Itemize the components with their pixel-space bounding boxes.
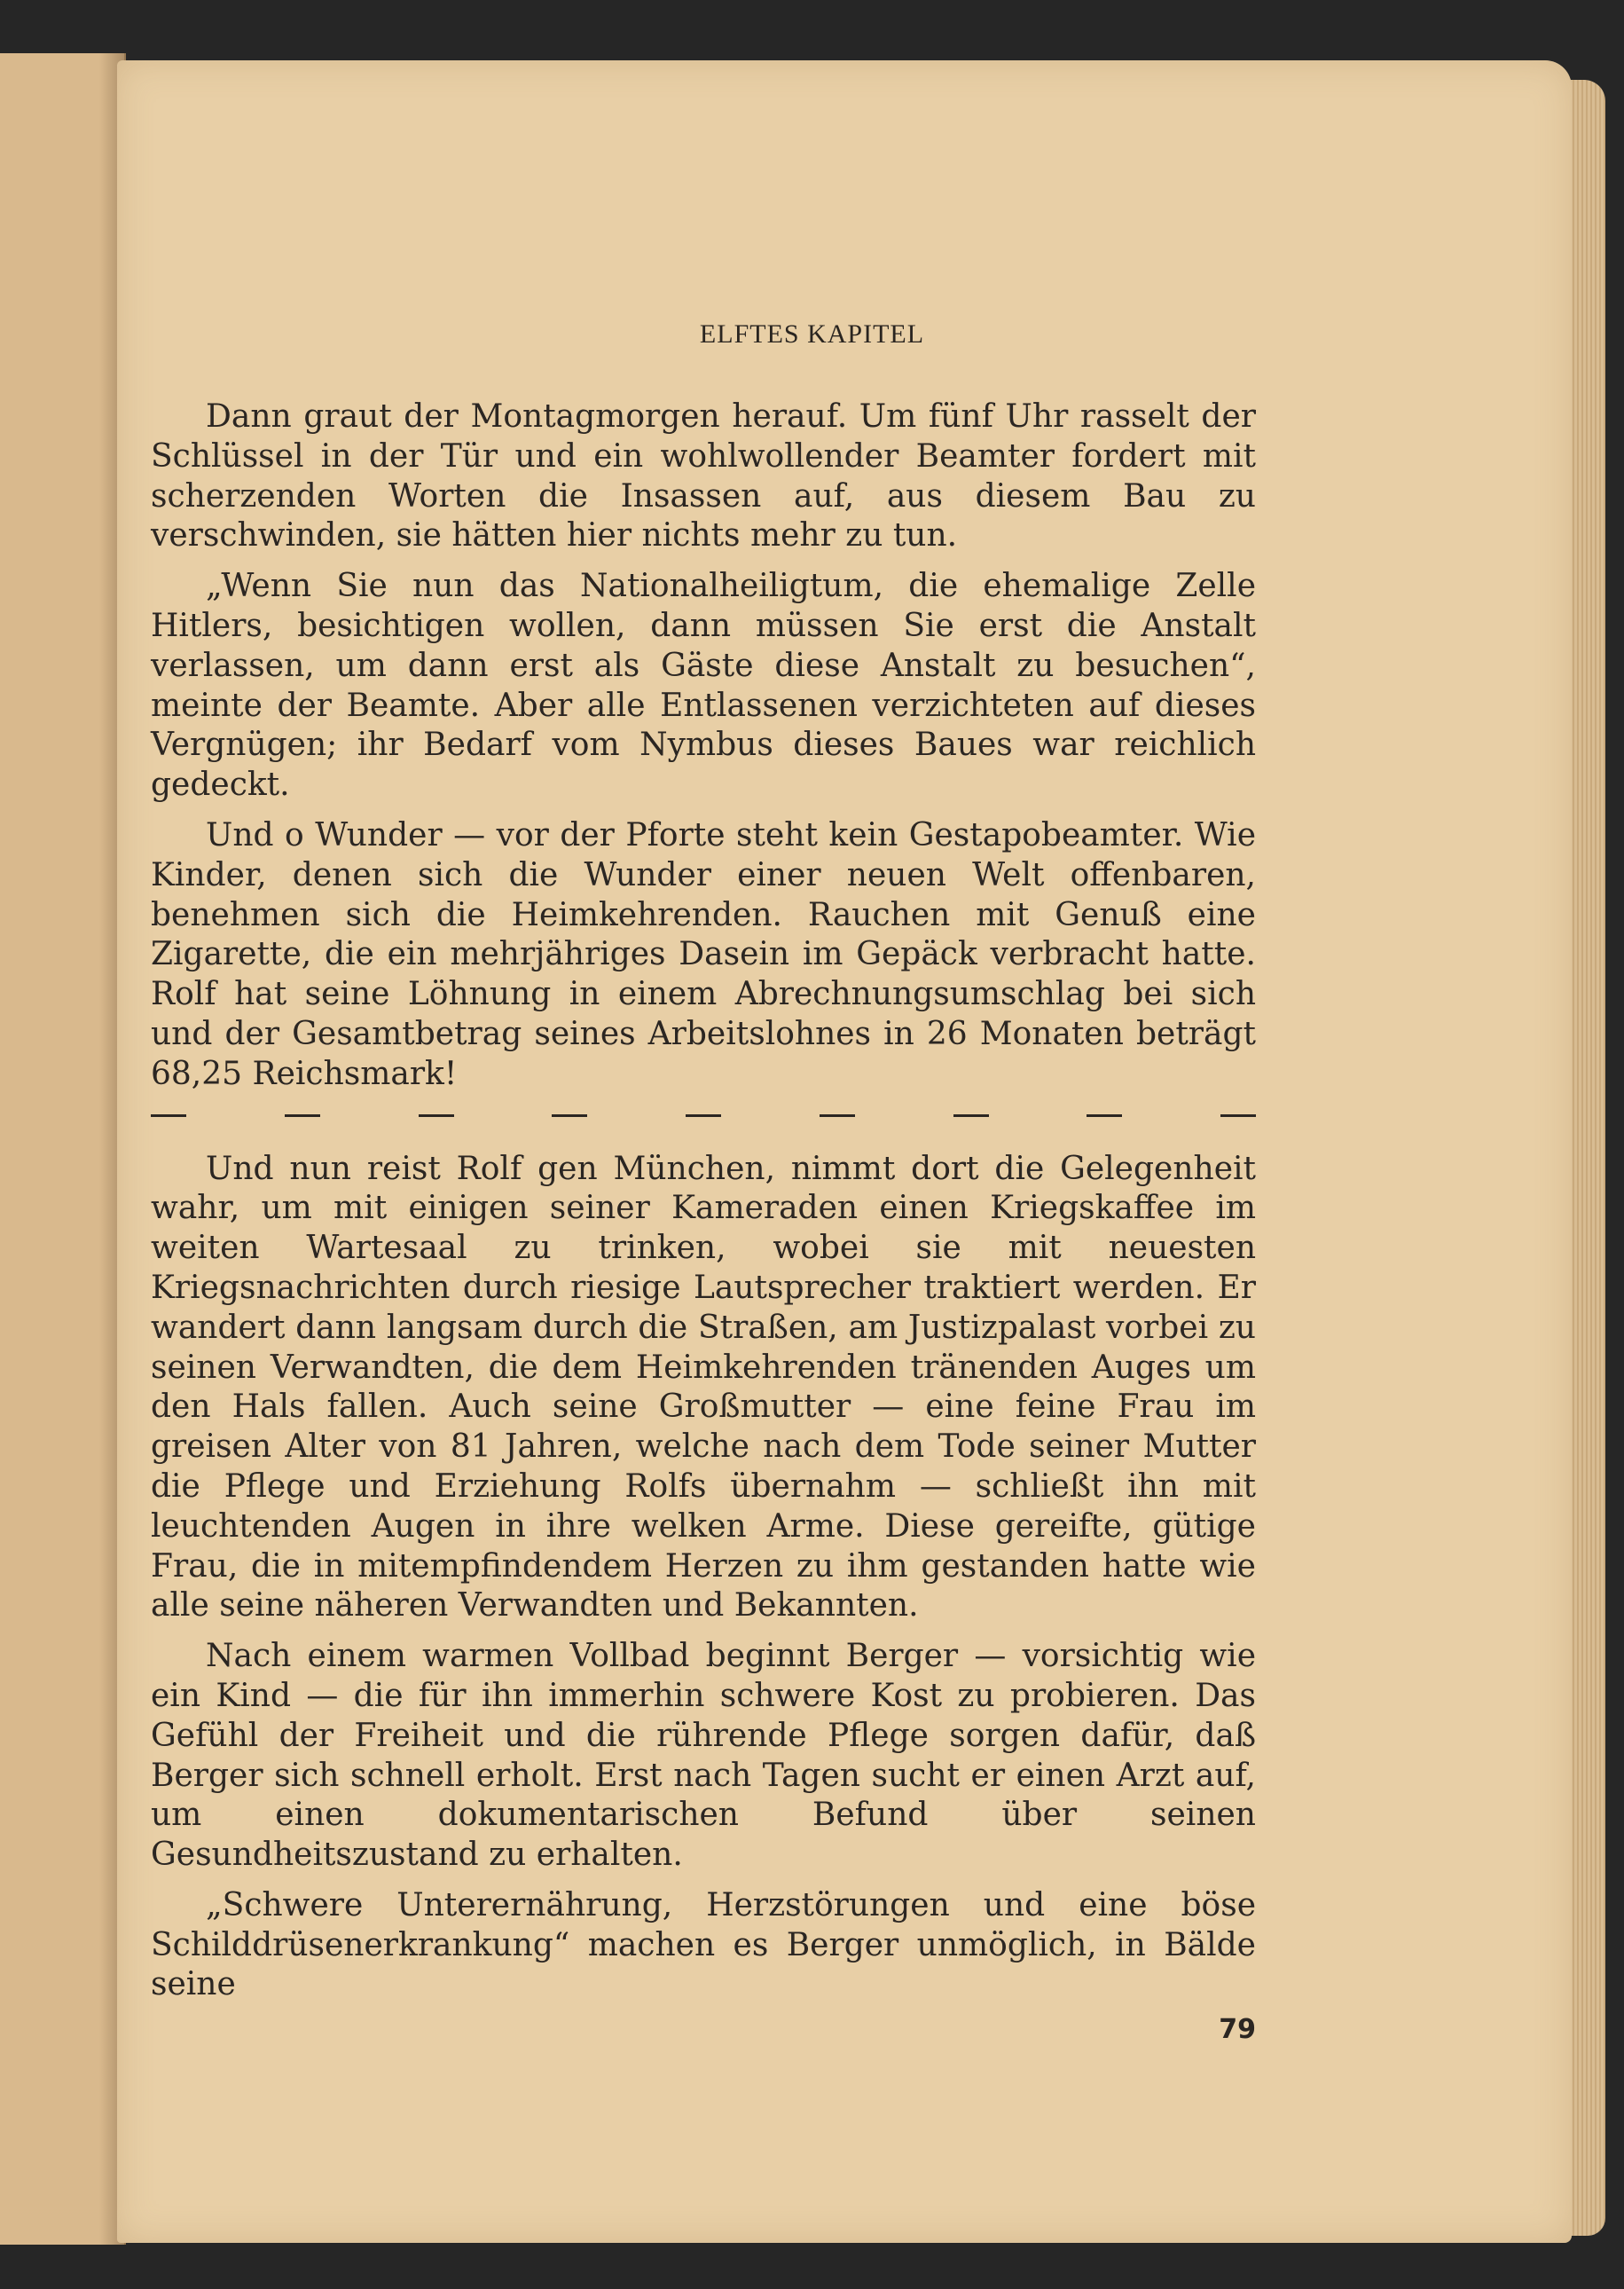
chapter-heading: ELFTES KAPITEL bbox=[699, 319, 925, 349]
dash bbox=[552, 1114, 587, 1117]
dash bbox=[1087, 1114, 1122, 1117]
dash bbox=[419, 1114, 454, 1117]
paragraph-2: „Wenn Sie nun das Nationalheiligtum, die ehemalige Zelle Hitlers, besichtigen wollen, dann müssen Sie erst die Anstalt verlassen, um dann erst als Gäste diese Anstalt zu besuchen“, meinte der Beamte. Aber alle Entlassenen verzichteten auf dieses Vergnügen; ihr Bedarf vom Nymbus dieses Baues war reichlich gedeckt. bbox=[151, 568, 1256, 804]
paragraph-1: Dann graut der Montagmorgen herauf. Um fünf Uhr rasselt der Schlüssel in der Tür und ein wohlwollender Beamter fordert mit scherzenden Worten die Insassen auf, aus diesem Bau zu verschwinden, sie hätten hier nichts mehr zu tun. bbox=[151, 398, 1256, 555]
body-text bbox=[151, 397, 1256, 2016]
paragraph-6: „Schwere Unterernährung, Herzstörungen und eine böse Schilddrüsenerkrankung“ machen es Berger unmöglich, in Bälde seine bbox=[151, 1886, 1256, 2003]
paragraph-3: Und o Wunder — vor der Pforte steht kein Gestapobeamter. Wie Kinder, denen sich die Wunder einer neuen Welt offenbaren, benehmen sich die Heimkehrenden. Rauchen mit Genuß eine Zigarette, die ein mehrjähriges Dasein im Gepäck verbracht hatte. Rolf hat seine Löhnung in einem Abrechnungsumschlag bei sich und der Gesamtbetrag seines Arbeitslohnes in 26 Monaten beträgt 68,25 Reichsmark! bbox=[151, 816, 1256, 1092]
dash bbox=[151, 1114, 186, 1117]
dash bbox=[953, 1114, 989, 1117]
dash bbox=[1220, 1114, 1256, 1117]
section-break-dashes bbox=[151, 1107, 1256, 1125]
dash bbox=[686, 1114, 721, 1117]
paragraph-4: Und nun reist Rolf gen München, nimmt dort die Gelegenheit wahr, um mit einigen seiner Kameraden einen Kriegskaffee im weiten Wartesaal zu trinken, wobei sie mit neuesten Kriegsnachrichten durch riesige Lautsprecher traktiert werden. Er wandert dann langsam durch die Straßen, am Justizpalast vorbei zu seinen Verwandten, die dem Heimkehrenden tränenden Auges um den Hals fallen. Auch seine Großmutter — eine feine Frau im greisen Alter von 81 Jahren, welche nach dem Tode seiner Mutter die Pflege und Erziehung Rolfs übernahm — schließt ihn mit leuchtenden Augen in ihre welken Arme. Diese gereifte, gütige Frau, die in mitempfindendem Herzen zu ihm gestanden hatte wie alle seine näheren Verwandten und Bekannten. bbox=[151, 1150, 1256, 1624]
dash bbox=[820, 1114, 855, 1117]
paragraph-5: Nach einem warmen Vollbad beginnt Berger — vorsichtig wie ein Kind — die für ihn immerhin schwere Kost zu probieren. Das Gefühl der Freiheit und die rührende Pflege sorgen dafür, daß Berger sich schnell erholt. Erst nach Tagen sucht er einen Arzt auf, um einen dokumentarischen Befund über seinen Gesundheitszustand zu erhalten. bbox=[151, 1638, 1256, 1874]
page-number: 79 bbox=[1219, 2014, 1256, 2045]
dash bbox=[285, 1114, 320, 1117]
